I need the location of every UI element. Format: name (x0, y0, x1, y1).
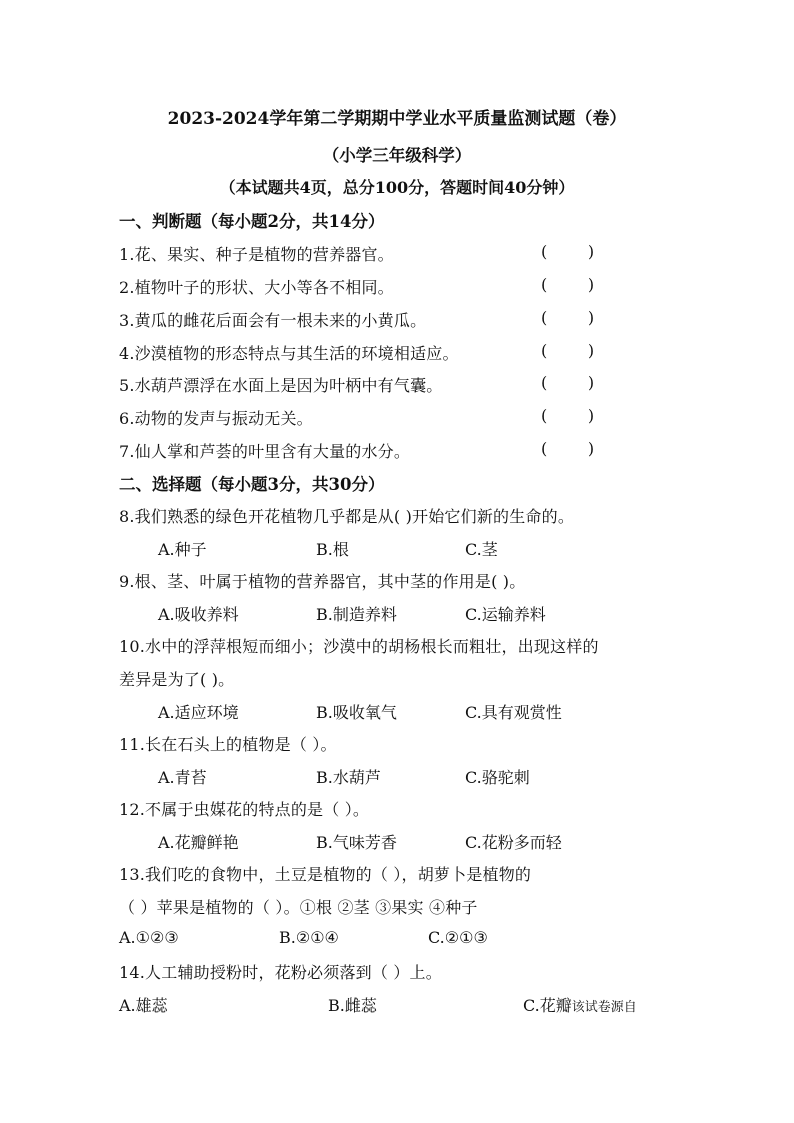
question-6: 6.动物的发声与振动无关。 (119, 409, 313, 428)
option-12c: C.花粉多而轻 (465, 833, 562, 852)
section-heading-choice: 二、选择题（每小题3分，共30分） (119, 475, 385, 494)
question-5: 5.水葫芦漂浮在水面上是因为叶柄中有气囊。 (119, 376, 443, 395)
option-12b: B.气味芳香 (316, 833, 397, 852)
exam-subtitle: （小学三年级科学） (322, 146, 472, 165)
question-11: 11.长在石头上的植物是（ ）。 (119, 735, 337, 754)
answer-blank-3: ( ) (541, 308, 595, 327)
question-10-line1: 10.水中的浮萍根短而细小；沙漠中的胡杨根长而粗壮，出现这样的 (119, 637, 599, 656)
question-12: 12.不属于虫媒花的特点的是（ ）。 (119, 800, 370, 819)
option-12a: A.花瓣鲜艳 (158, 833, 239, 852)
question-1: 1.花、果实、种子是植物的营养器官。 (119, 245, 394, 264)
option-11c: C.骆驼刺 (465, 768, 530, 787)
option-13a: A.①②③ (119, 928, 179, 947)
question-8: 8.我们熟悉的绿色开花植物几乎都是从( )开始它们新的生命的。 (119, 507, 575, 526)
option-13c: C.②①③ (428, 928, 488, 947)
option-14c-label: C.花瓣 (523, 996, 572, 1015)
option-11a: A.青苔 (158, 768, 207, 787)
answer-blank-4: ( ) (541, 341, 595, 360)
option-8c: C.茎 (465, 540, 498, 559)
option-9c: C.运输养料 (465, 605, 546, 624)
question-9: 9.根、茎、叶属于植物的营养器官，其中茎的作用是( )。 (119, 572, 526, 591)
option-11b: B.水葫芦 (316, 768, 381, 787)
option-13b: B.②①④ (279, 928, 339, 947)
answer-blank-1: ( ) (541, 242, 595, 261)
question-10-line2: 差异是为了( )。 (119, 670, 235, 689)
option-9b: B.制造养料 (316, 605, 397, 624)
exam-title: 2023-2024学年第二学期期中学业水平质量监测试题（卷） (167, 109, 627, 129)
answer-blank-7: ( ) (541, 439, 595, 458)
question-14: 14.人工辅助授粉时，花粉必须落到（ ）上。 (119, 963, 442, 982)
answer-blank-2: ( ) (541, 275, 595, 294)
section-heading-judgment: 一、判断题（每小题2分，共14分） (119, 212, 385, 231)
option-8b: B.根 (316, 540, 349, 559)
answer-blank-6: ( ) (541, 406, 595, 425)
option-14a: A.雄蕊 (119, 996, 168, 1015)
exam-info: （本试题共4页，总分100分，答题时间40分钟） (219, 178, 575, 197)
option-9a: A.吸收养料 (158, 605, 239, 624)
question-3: 3.黄瓜的雌花后面会有一根未来的小黄瓜。 (119, 311, 427, 330)
question-13-line1: 13.我们吃的食物中，土豆是植物的（ ），胡萝卜是植物的 (119, 865, 532, 884)
option-10c: C.具有观赏性 (465, 703, 562, 722)
question-7: 7.仙人掌和芦荟的叶里含有大量的水分。 (119, 442, 411, 461)
question-4: 4.沙漠植物的形态特点与其生活的环境相适应。 (119, 344, 459, 363)
option-14c (523, 993, 637, 1016)
option-10a: A.适应环境 (158, 703, 239, 722)
option-14b: B.雌蕊 (328, 996, 377, 1015)
option-8a: A.种子 (158, 540, 207, 559)
answer-blank-5: ( ) (541, 373, 595, 392)
question-2: 2.植物叶子的形状、大小等各不相同。 (119, 278, 394, 297)
source-watermark-text: 该试卷源自 (571, 1000, 637, 1015)
option-10b: B.吸收氧气 (316, 703, 397, 722)
question-13-line2: （ ）苹果是植物的（ ）。①根 ②茎 ③果实 ④种子 (119, 898, 478, 917)
